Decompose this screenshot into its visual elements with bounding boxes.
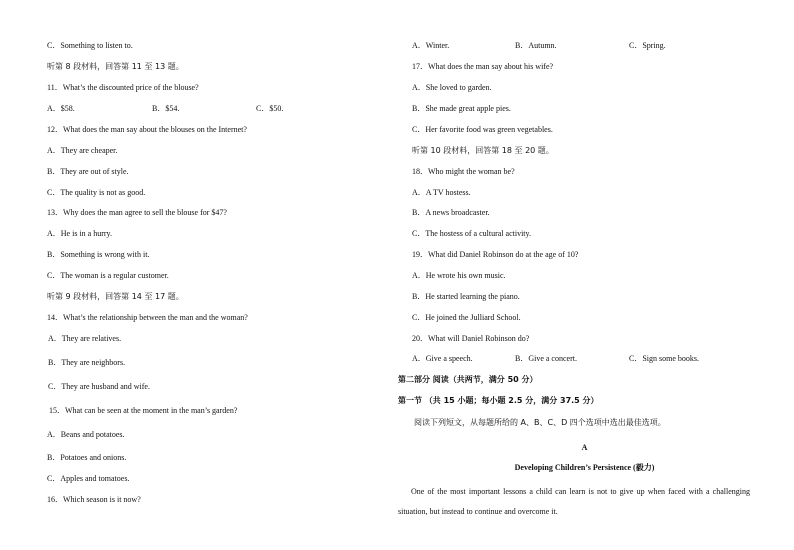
q16-option-b: B．Autumn. [515, 41, 557, 50]
q15-option-b: B．Potatoes and onions. [47, 453, 127, 462]
question-20: 20．What will Daniel Robinson do? [412, 334, 530, 343]
section-1-heading: 第一节 （共 15 小题；每小题 2.5 分，满分 37.5 分） [398, 396, 599, 405]
question-17: 17．What does the man say about his wife? [412, 62, 554, 71]
question-13: 13．Why does the man agree to sell the blouse for $47? [47, 208, 227, 217]
q12-option-a: A．They are cheaper. [47, 146, 118, 155]
q20-option-b: B．Give a concert. [515, 354, 577, 363]
q16-option-c: C．Spring. [629, 41, 666, 50]
q12-option-c: C．The quality is not as good. [47, 188, 146, 197]
q13-option-c: C．The woman is a regular customer. [47, 271, 169, 280]
question-19: 19．What did Daniel Robinson do at the age of 10? [412, 250, 579, 259]
q16-option-a: A．Winter. [412, 41, 450, 50]
passage-paragraph: One of the most important lessons a child can learn is not to give up when faced with a challenging situation, but instead to continue and overcome it. [398, 487, 750, 516]
q20-option-c: C．Sign some books. [629, 354, 700, 363]
question-16: 16．Which season is it now? [47, 495, 141, 504]
q10-option-c: C．Something to listen to. [47, 41, 133, 50]
question-11: 11．What’s the discounted price of the blouse? [47, 83, 199, 92]
q14-option-b: B．They are neighbors. [48, 358, 126, 367]
q17-option-a: A．She loved to garden. [412, 83, 492, 92]
q13-option-a: A．He is in a hurry. [47, 229, 113, 238]
q17-option-c: C．Her favorite food was green vegetables. [412, 125, 553, 134]
question-12: 12．What does the man say about the blouses on the Internet? [47, 125, 247, 134]
q15-option-a: A．Beans and potatoes. [47, 430, 125, 439]
q20-option-a: A．Give a speech. [412, 354, 473, 363]
q18-option-a: A．A TV hostess. [412, 188, 471, 197]
section-9-heading: 听第 9 段材料，回答第 14 至 17 题。 [47, 292, 184, 301]
q11-option-c: C．$50. [256, 104, 284, 113]
question-15: 15．What can be seen at the moment in the man’s garden? [49, 406, 238, 415]
q19-option-b: B．He started learning the piano. [412, 292, 520, 301]
q18-option-c: C．The hostess of a cultural activity. [412, 229, 532, 238]
question-18: 18．Who might the woman be? [412, 167, 515, 176]
q11-option-a: A．$58. [47, 104, 75, 113]
q14-option-c: C．They are husband and wife. [48, 382, 150, 391]
q18-option-b: B．A news broadcaster. [412, 208, 490, 217]
part-2-heading: 第二部分 阅读（共两节，满分 50 分） [398, 375, 538, 384]
q11-option-b: B．$54. [152, 104, 180, 113]
section-8-heading: 听第 8 段材料，回答第 11 至 13 题。 [47, 62, 184, 71]
q19-option-c: C．He joined the Julliard School. [412, 313, 521, 322]
q19-option-a: A．He wrote his own music. [412, 271, 506, 280]
passage-letter: A [581, 443, 588, 452]
q15-option-c: C．Apples and tomatoes. [47, 474, 130, 483]
q13-option-b: B．Something is wrong with it. [47, 250, 150, 259]
passage-title: Developing Children’s Persistence (毅力) [514, 463, 655, 472]
q17-option-b: B．She made great apple pies. [412, 104, 511, 113]
q14-option-a: A．They are relatives. [48, 334, 122, 343]
q12-option-b: B．They are out of style. [47, 167, 129, 176]
section-10-heading: 听第 10 段材料，回答第 18 至 20 题。 [412, 146, 554, 155]
reading-instruction: 阅读下列短文，从每题所给的 A、B、C、D 四个选项中选出最佳选项。 [414, 418, 666, 427]
question-14: 14．What’s the relationship between the man and the woman? [47, 313, 248, 322]
